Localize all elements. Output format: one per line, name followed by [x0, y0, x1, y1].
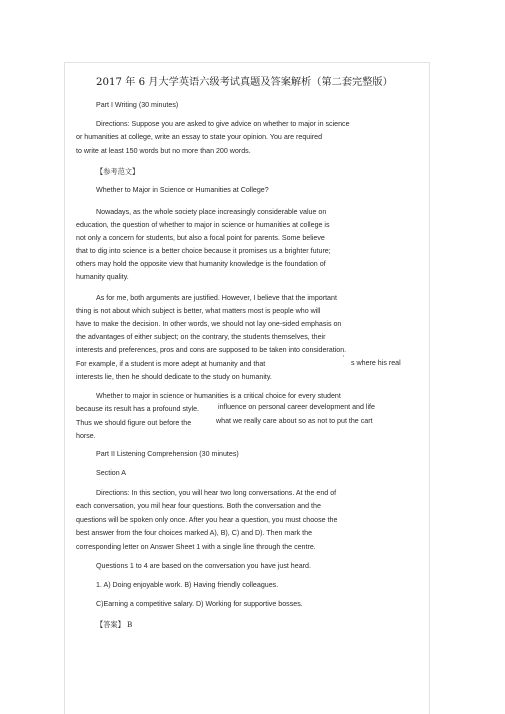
paragraph-line: s where his real [351, 359, 401, 367]
sample-label: 【参考范文】 [96, 167, 140, 176]
directions-line: or humanities at college, write an essay to state your opinion. You are required [76, 133, 323, 141]
paragraph-line: interests and preferences, pros and cons are supposed to be taken into consideration. [76, 346, 347, 354]
paragraph-line: the advantages of either subject; on the contrary, the students themselves, their [76, 333, 326, 341]
paragraph-line: Thus we should figure out before the [76, 419, 192, 427]
paragraph-line: others may hold the opposite view that humanity knowledge is the foundation of [76, 260, 326, 268]
directions-line: best answer from the four choices marked A), B), C) and D). Then mark the [76, 529, 313, 537]
listening-heading: Part II Listening Comprehension (30 minutes) [96, 450, 239, 458]
paragraph-line: education, the question of whether to major in science or humanities at college is [76, 221, 330, 229]
paragraph-line: Nowadays, as the whole society place increasingly considerable value on [96, 208, 327, 216]
paragraph-line: what we really care about so as not to put the cart [216, 417, 373, 425]
paragraph-line: For example, if a student is more adept at humanity and that [76, 360, 266, 368]
paragraph-line: horse. [76, 432, 96, 440]
answer-label: 【答案】 B [96, 620, 133, 629]
paragraph-line: As for me, both arguments are justified. However, I believe that the important [96, 294, 337, 302]
question-options: 1. A) Doing enjoyable work. B) Having friendly colleagues. [96, 581, 279, 589]
directions-line: Directions: Suppose you are asked to give advice on whether to major in science [96, 120, 350, 128]
questions-intro: Questions 1 to 4 are based on the conversation you have just heard. [96, 562, 311, 570]
directions-line: to write at least 150 words but no more than 200 words. [76, 147, 251, 155]
directions-line: corresponding letter on Answer Sheet 1 with a single line through the centre. [76, 543, 316, 551]
question-options: C)Earning a competitive salary. D) Working for supportive bosses. [96, 600, 303, 608]
paragraph-line: because its result has a profound style. [76, 405, 200, 413]
directions-line: each conversation, you mil hear four questions. Both the conversation and the [76, 502, 321, 510]
directions-line: questions will be spoken only once. After you hear a question, you must choose the [76, 516, 338, 524]
paragraph-line: thing is not about which subject is better, what matters most is people who will [76, 307, 321, 315]
essay-title: Whether to Major in Science or Humanities at College? [96, 186, 269, 194]
paragraph-line: not only a concern for students, but also a focal point for parents. Some believe [76, 234, 325, 242]
directions-line: Directions: In this section, you will hear two long conversations. At the end of [96, 489, 337, 497]
section-a-heading: Section A [96, 469, 126, 477]
paragraph-line: have to make the decision. In other words, we should not lay one-sided emphasis on [76, 320, 342, 328]
paragraph-line: Whether to major in science or humanities is a critical choice for every student [96, 392, 341, 400]
document-title: 2017 年 6 月大学英语六级考试真题及答案解析（第二套完整版） [96, 77, 393, 88]
paragraph-line: interests lie, then he should dedicate to the study on humanity. [76, 373, 272, 381]
apostrophe-mark: ’ [343, 356, 345, 362]
paragraph-line: that to dig into science is a better choice because it promises us a brighter future; [76, 247, 331, 255]
paragraph-line: humanity quality. [76, 273, 129, 281]
paragraph-line: influence on personal career development and life [218, 403, 375, 411]
writing-heading: Part I Writing (30 minutes) [96, 101, 179, 109]
document-page [64, 62, 430, 714]
